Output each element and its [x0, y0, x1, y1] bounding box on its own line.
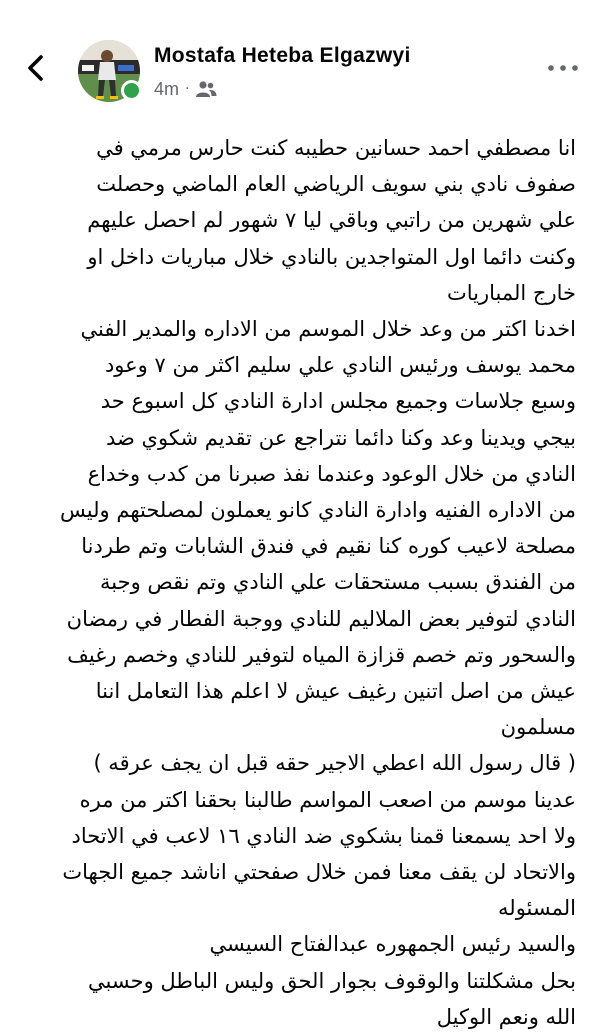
post-header — [0, 0, 600, 120]
post-time[interactable]: 4m — [154, 78, 180, 99]
meta-separator: · — [185, 81, 190, 97]
more-horizontal-icon — [546, 58, 580, 78]
friends-icon — [195, 80, 217, 98]
post-paragraph: بحل مشكلتنا والوقوف بجوار الحق وليس الباطل وحسبي الله ونعم الوكيل — [88, 968, 576, 1029]
back-button[interactable] — [22, 48, 52, 88]
post-text — [56, 130, 576, 1035]
post-paragraph: ( قال رسول الله اعطي الاجير حقه قبل ان يجف عرقه ) — [93, 751, 576, 776]
chevron-left-icon — [22, 48, 52, 88]
post-paragraph: اخدنا اكتر من وعد خلال الموسم من الاداره والمدير الفني محمد يوسف ورئيس النادي علي سليم اكثر من ٧ وعود وسبع جلاسات وجميع مجلس ادارة النادي كل اسبوع حد بيجي ويدينا وعد وكنا دائما نتراجع عن تقديم شكوي ضد النادي من خلال الوعود وعندما نفذ صبرنا من كدب وخداع من الاداره الفنيه وادارة النادي كانو يعملون لمصلحتهم وليس مصلحة لاعيب كوره كنا نقيم في فندق الشابات وتم طردنا من الفندق بسبب مستحقات علي النادي وتم نقص وجبة النادي لتوفير بعض الملاليم للنادي ووجبة الفطار في رمضان والسحور وتم خصم قزازة المياه لتوفير للنادي وخصم رغيف عيش من اصل اتنين رغيف عيش لا اعلم هذا التعامل اننا مسلمون — [60, 317, 576, 740]
more-options-button[interactable] — [546, 58, 580, 78]
post-meta — [154, 78, 217, 100]
online-status-indicator — [121, 80, 142, 101]
post-paragraph: انا مصطفي احمد حسانين حطيبه كنت حارس مرمي في صفوف نادي بني سويف الرياضي العام الماضي وحصلت علي شهرين من راتبي وباقي ليا ٧ شهور لم احصل عليهم وكنت دائما اول المتواجدين بالنادي خلال مباريات داخل او خارج المباريات — [87, 136, 576, 305]
post-paragraph: والسيد رئيس الجمهوره عبدالفتاح السيسي — [209, 932, 576, 957]
post-paragraph: عدينا موسم من اصعب المواسم طالبنا بحقنا اكتر من مره ولا احد يسمعنا قمنا بشكوي ضد النادي ١٦ لاعب في الاتحاد والاتحاد لن يقف معنا فمن خلال صفحتي اناشد جميع الجهات المسئوله — [62, 787, 576, 921]
author-name[interactable]: Mostafa Heteba Elgazwyi — [154, 44, 411, 67]
